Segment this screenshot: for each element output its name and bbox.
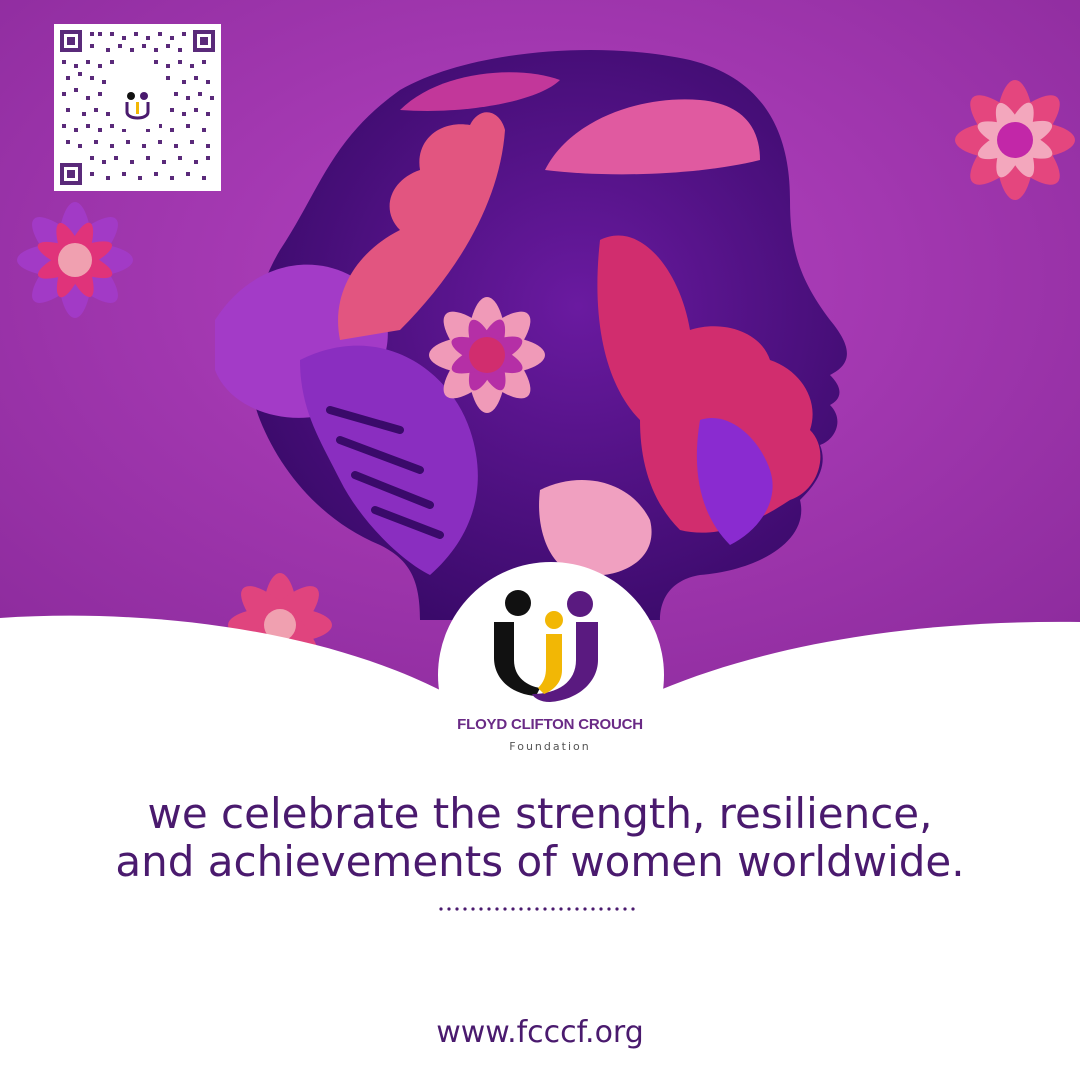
fcc-foundation-logo-icon (480, 578, 610, 708)
headline-line-2: and achievements of women worldwide. (115, 837, 965, 886)
left-flower (17, 202, 133, 318)
website-link[interactable]: www.fcccf.org (436, 1015, 644, 1050)
headline-line-1: we celebrate the strength, resilience, (147, 789, 933, 838)
qr-code-icon[interactable] (54, 24, 221, 191)
brand-subtitle: Foundation (509, 740, 591, 753)
center-flower (429, 297, 545, 413)
headline (40, 790, 1040, 886)
dotted-divider (438, 906, 636, 912)
brand-name: FLOYD CLIFTON CROUCH (457, 716, 643, 733)
right-flower (955, 80, 1075, 200)
